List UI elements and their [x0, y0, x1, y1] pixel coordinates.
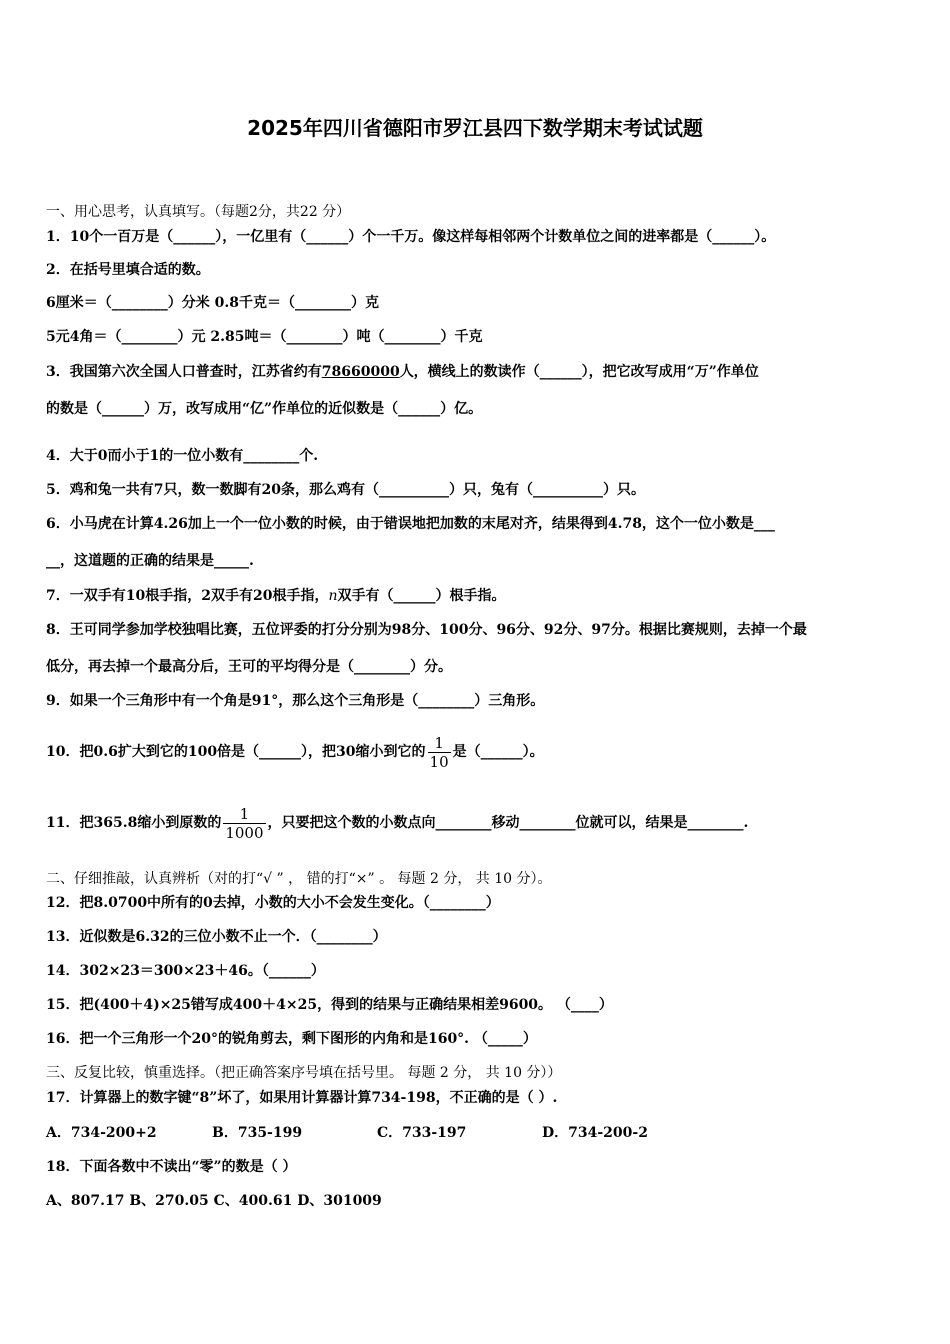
question-3-line-1	[46, 362, 759, 382]
question-11-pre: 11．把365.8缩小到原数的	[46, 815, 222, 831]
question-12: 12．把8.0700中所有的0去掉，小数的大小不会发生变化。（________）	[46, 895, 500, 911]
question-11-fraction	[223, 805, 265, 842]
question-7-pre: 7．一双手有10根手指，2双手有20根手指，	[46, 588, 329, 604]
question-17-option-b: B．735-199	[212, 1125, 303, 1141]
question-4: 4．大于0而小于1的一位小数有________个.	[46, 448, 319, 464]
question-6-line-1: 6．小马虎在计算4.26加上一个一位小数的时候，由于错误地把加数的末尾对齐，结果得到4.78，这个一位小数是___	[46, 516, 775, 532]
question-11	[46, 803, 748, 843]
question-11-numerator: 1	[223, 805, 265, 824]
question-7-post: 双手有（______）根手指。	[337, 588, 506, 604]
question-7-variable: n	[328, 588, 338, 604]
question-17-option-a: A．734-200+2	[46, 1125, 157, 1141]
question-17-option-c: C．733-197	[377, 1125, 467, 1141]
question-10-pre: 10．把0.6扩大到它的100倍是（______），把30缩小到它的	[46, 744, 426, 760]
question-10-denominator: 10	[429, 752, 449, 771]
question-15: 15．把(400＋4)×25错写成400＋4×25，得到的结果与正确结果相差9600。 （____）	[46, 997, 613, 1013]
page-title: 2025年四川省德阳市罗江县四下数学期末考试试题	[247, 116, 703, 140]
question-6-line-2: __，这道题的正确的结果是_____.	[46, 553, 254, 569]
question-5: 5．鸡和兔一共有7只，数一数脚有20条，那么鸡有（__________）只，兔有（__________）只。	[46, 482, 645, 498]
question-1: 1．10个一百万是（______），一亿里有（______）个一千万。像这样每相邻两个计数单位之间的进率都是（______）。	[46, 229, 776, 245]
question-3-pre: 3．我国第六次全国人口普查时，江苏省约有	[46, 364, 322, 380]
question-7	[46, 586, 505, 606]
question-13: 13．近似数是6.32的三位小数不止一个．（________）	[46, 929, 387, 945]
question-3-line-2: 的数是（______）万，改写成用“亿”作单位的近似数是（______）亿。	[46, 401, 483, 417]
question-10-fraction	[428, 734, 451, 771]
question-2-stem: 2．在括号里填合适的数。	[46, 262, 210, 278]
question-18-stem: 18．下面各数中不读出“零”的数是（ ）	[46, 1159, 297, 1175]
question-8-line-1: 8．王可同学参加学校独唱比赛，五位评委的打分分别为98分、100分、96分、92分、97分。根据比赛规则，去掉一个最	[46, 622, 807, 638]
question-18-options: A、807.17 B、270.05 C、400.61 D、301009	[46, 1193, 382, 1209]
question-2-line-2: 5元4角＝（________）元 2.85吨＝（________）吨（________）千克	[46, 329, 483, 345]
question-3-post: 人，横线上的数读作（______），把它改写成用“万”作单位	[399, 364, 759, 380]
section-1-heading: 一、用心思考，认真填写。（每题2分，共22 分）	[46, 204, 351, 220]
question-2-line-1: 6厘米＝（________）分米 0.8千克＝（________）克	[46, 295, 379, 311]
question-3-number: 78660000	[321, 364, 400, 380]
question-17-stem: 17．计算器上的数字键“8”坏了，如果用计算器计算734-198，不正确的是（ ）.	[46, 1090, 558, 1106]
question-14: 14．302×23＝300×23＋46。（______）	[46, 963, 325, 979]
question-10-post: 是（______）。	[452, 744, 544, 760]
question-10-numerator: 1	[428, 734, 451, 753]
question-10	[46, 732, 544, 772]
question-9: 9．如果一个三角形中有一个角是91°，那么这个三角形是（________）三角形。	[46, 693, 545, 709]
question-8-line-2: 低分，再去掉一个最高分后，王可的平均得分是（________）分。	[46, 659, 452, 675]
question-17-option-d: D．734-200-2	[542, 1125, 648, 1141]
question-11-denominator: 1000	[225, 823, 264, 842]
section-2-heading: 二、仔细推敲，认真辨析（对的打“√ ” ， 错的打“×” 。 每题 2 分， 共 10 分）。	[46, 871, 552, 887]
section-3-heading: 三、反复比较，慎重选择。（把正确答案序号填在括号里。 每题 2 分， 共 10 分））	[46, 1065, 562, 1081]
question-16: 16．把一个三角形一个20°的锐角剪去，剩下图形的内角和是160°. （_____）	[46, 1031, 537, 1047]
question-11-post: ，只要把这个数的小数点向________移动________位就可以，结果是________.	[267, 815, 749, 831]
